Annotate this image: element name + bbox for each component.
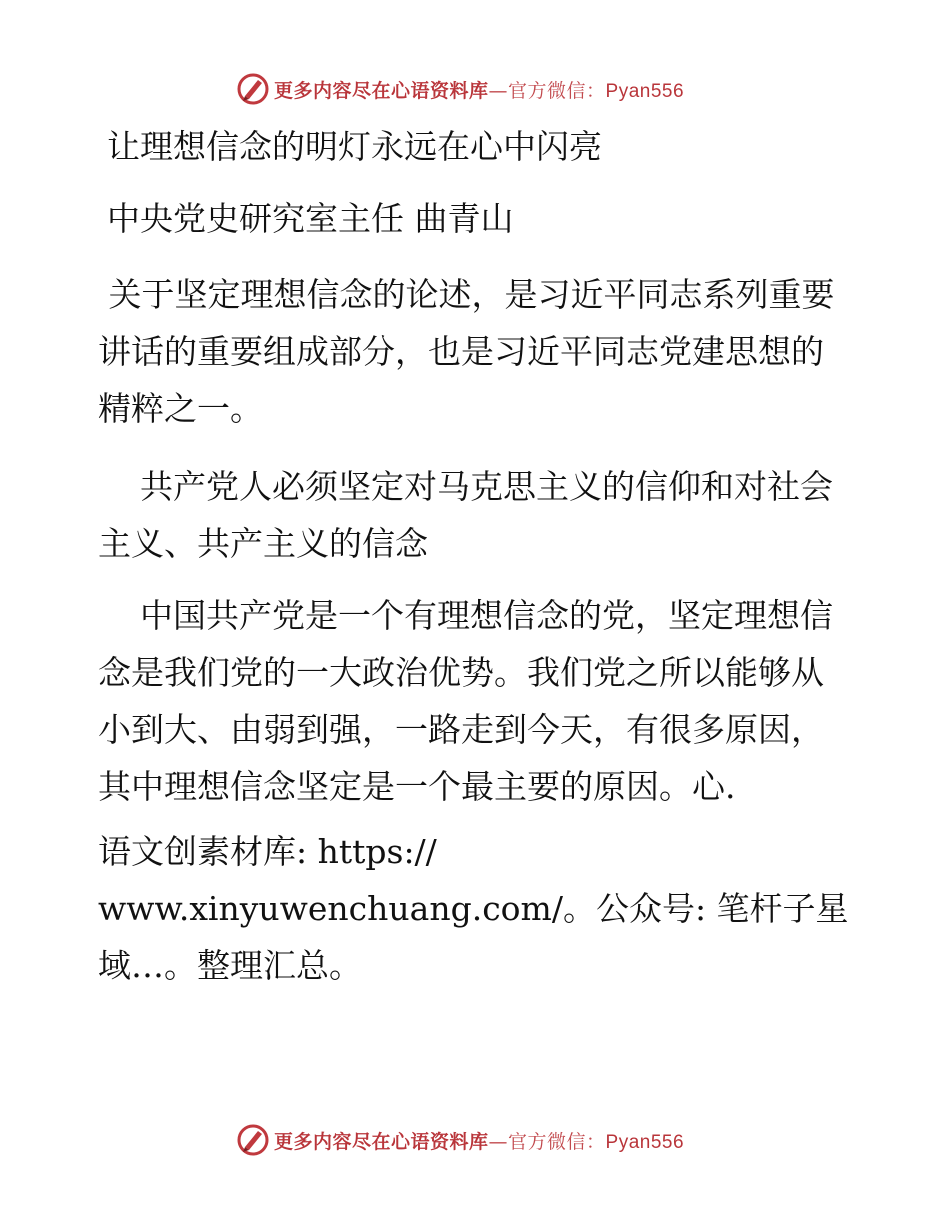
paragraph-line: 域…。整理汇总。 bbox=[98, 946, 362, 985]
paragraph-line: www.xinyuwenchuang.com/。公众号: 笔杆子星 bbox=[98, 889, 849, 928]
document-title: 让理想信念的明灯永远在心中闪亮 bbox=[107, 127, 602, 166]
pen-logo-icon bbox=[236, 1123, 270, 1157]
pen-logo-icon bbox=[236, 72, 270, 106]
header-watermark bbox=[236, 72, 684, 106]
watermark-text: 更多内容尽在心语资料库—官方微信：Pyan556 bbox=[274, 1130, 685, 1153]
section-heading: 共产党人必须坚定对马克思主义的信仰和对社会主义、共产主义的信念 bbox=[98, 467, 833, 563]
footer-watermark bbox=[236, 1123, 684, 1157]
paragraph-intro: 关于坚定理想信念的论述，是习近平同志系列重要讲话的重要组成部分，也是习近平同志党建思想的精粹之一。 bbox=[98, 275, 835, 428]
document-author: 中央党史研究室主任 曲青山 bbox=[107, 199, 514, 238]
paragraph-body: 中国共产党是一个有理想信念的党，坚定理想信念是我们党的一大政治优势。我们党之所以能够从小到大、由弱到强，一路走到今天，有很多原因，其中理想信念坚定是一个最主要的原因。心. bbox=[98, 596, 833, 806]
watermark-text: 更多内容尽在心语资料库—官方微信：Pyan556 bbox=[274, 79, 685, 102]
paragraph-line: 语文创素材库: https:// bbox=[98, 832, 437, 871]
